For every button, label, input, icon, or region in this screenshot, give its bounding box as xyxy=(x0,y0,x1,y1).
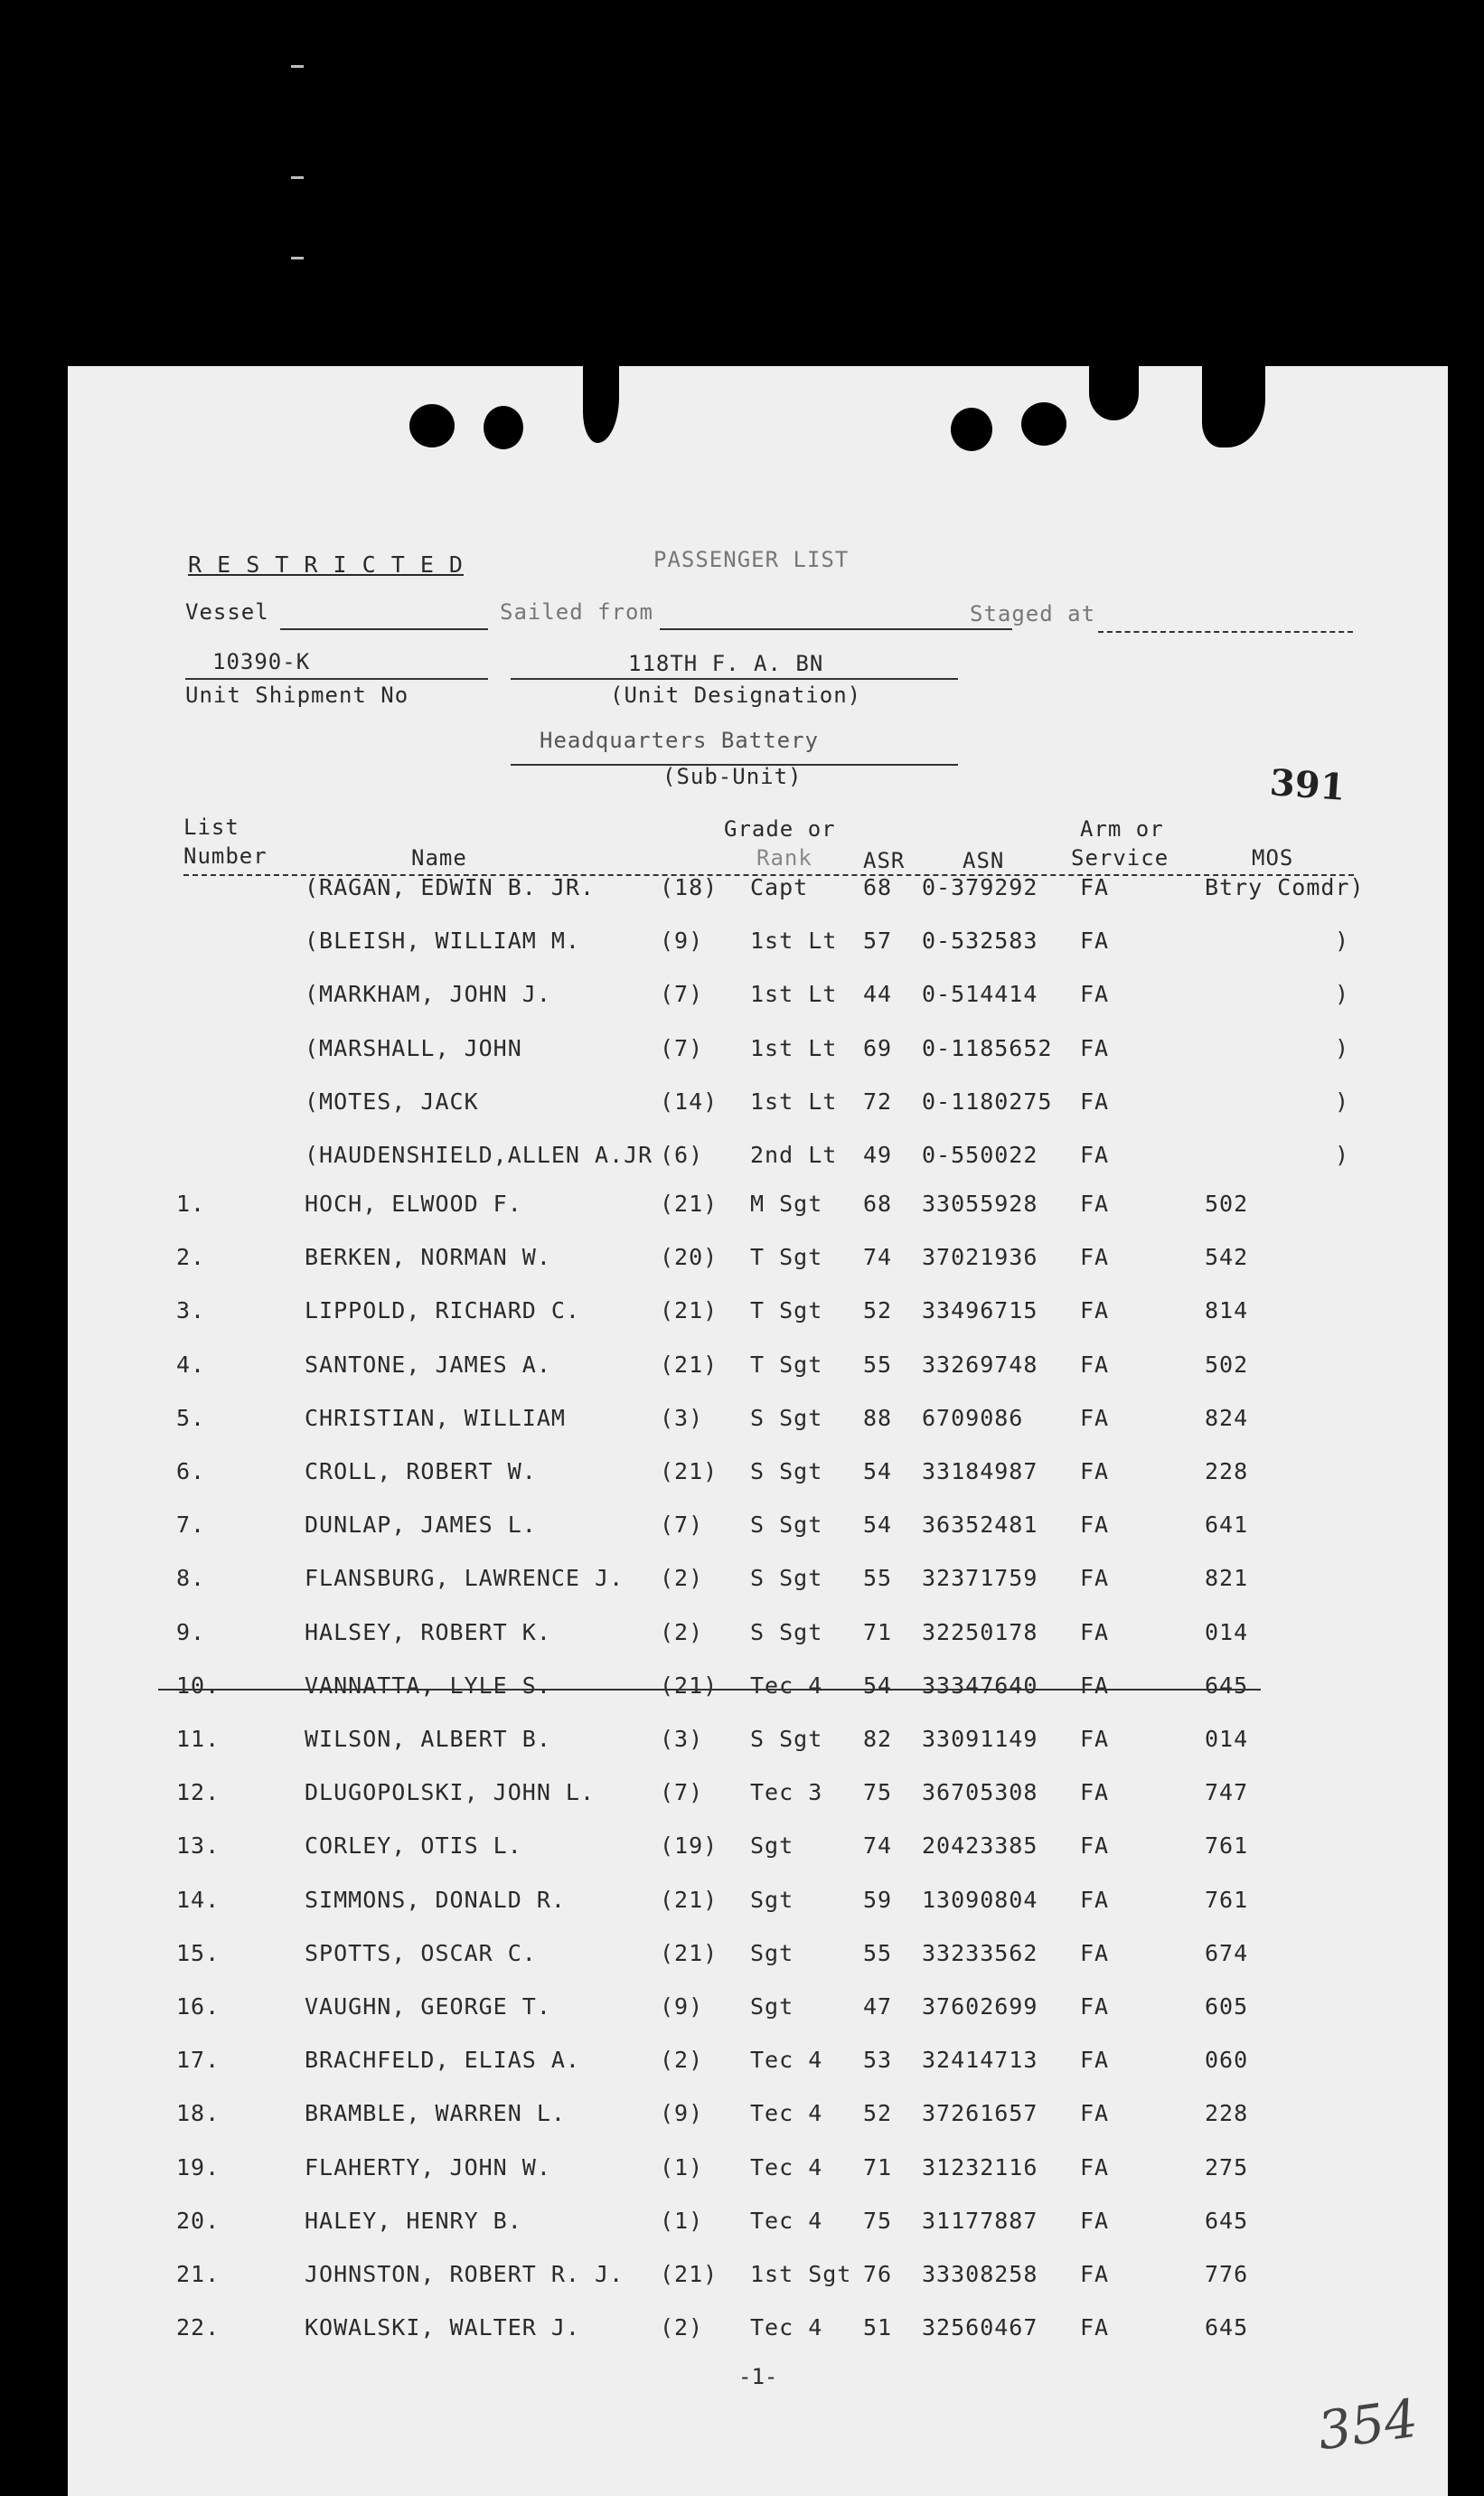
arm-value: FA xyxy=(1080,1142,1110,1168)
punch-hole xyxy=(484,406,523,449)
col-name: Name xyxy=(411,845,467,871)
asn-value: 33347640 xyxy=(922,1672,1038,1699)
table-row xyxy=(68,1565,1448,1601)
arm-value: FA xyxy=(1080,1351,1110,1378)
asr-value: 71 xyxy=(863,1618,893,1645)
grade-value: S Sgt xyxy=(750,1618,823,1645)
asn-value: 37261657 xyxy=(922,2100,1038,2127)
table-row xyxy=(68,1244,1448,1280)
code-value: (21) xyxy=(660,1191,719,1217)
asn-value: 0-532583 xyxy=(922,928,1038,955)
punch-hole xyxy=(951,408,992,451)
list-number: 15. xyxy=(176,1939,221,1966)
list-number: 20. xyxy=(176,2207,221,2234)
col-service: Service xyxy=(1071,845,1169,871)
mos-value: 014 xyxy=(1205,1618,1249,1645)
asr-value: 82 xyxy=(863,1726,893,1752)
asr-value: 57 xyxy=(863,928,893,955)
list-number: 9. xyxy=(176,1618,206,1645)
asn-value: 0-514414 xyxy=(922,981,1038,1008)
table-row xyxy=(68,928,1448,964)
mos-value: 674 xyxy=(1205,1939,1249,1966)
code-value: (2) xyxy=(660,2314,704,2341)
table-row xyxy=(68,1619,1448,1655)
list-number: 14. xyxy=(176,1886,221,1913)
code-value: (18) xyxy=(660,874,719,900)
asr-value: 47 xyxy=(863,1993,893,2020)
list-number: 11. xyxy=(176,1726,221,1752)
code-value: (21) xyxy=(660,1351,719,1378)
list-number: 7. xyxy=(176,1512,206,1539)
asr-value: 76 xyxy=(863,2261,893,2287)
asn-value: 33055928 xyxy=(922,1191,1038,1217)
asn-value: 0-379292 xyxy=(922,874,1038,900)
passenger-name: KOWALSKI, WALTER J. xyxy=(305,2314,580,2341)
bracket-close: ) xyxy=(1335,981,1350,1008)
list-number: 5. xyxy=(176,1404,206,1431)
col-asr: ASR xyxy=(863,848,906,873)
sub-unit-label: (Sub-Unit) xyxy=(662,764,803,789)
grade-value: Tec 4 xyxy=(750,2100,823,2127)
col-grade-or: Grade or xyxy=(724,816,836,842)
asr-value: 52 xyxy=(863,1297,893,1324)
asn-value: 31177887 xyxy=(922,2207,1038,2234)
code-value: (21) xyxy=(660,2261,719,2287)
restricted-label: R E S T R I C T E D xyxy=(188,551,464,578)
code-value: (2) xyxy=(660,1618,704,1645)
grade-value: Capt xyxy=(750,874,809,900)
list-number: 1. xyxy=(176,1191,206,1217)
passenger-name: HOCH, ELWOOD F. xyxy=(305,1191,522,1217)
list-number: 10. xyxy=(176,1672,221,1699)
passenger-name: BERKEN, NORMAN W. xyxy=(305,1244,551,1271)
table-row xyxy=(68,1458,1448,1494)
passenger-name: HALSEY, ROBERT K. xyxy=(305,1618,551,1645)
table-row xyxy=(68,981,1448,1017)
arm-value: FA xyxy=(1080,1297,1110,1324)
list-number: 8. xyxy=(176,1565,206,1592)
grade-value: Tec 4 xyxy=(750,2314,823,2341)
sub-unit: Headquarters Battery xyxy=(540,728,819,753)
bracket-close: ) xyxy=(1335,1034,1350,1061)
grade-value: 2nd Lt xyxy=(750,1142,838,1168)
code-value: (14) xyxy=(660,1088,719,1115)
passenger-name: (RAGAN, EDWIN B. JR. xyxy=(305,874,596,900)
passenger-name: FLAHERTY, JOHN W. xyxy=(305,2153,551,2180)
list-number: 18. xyxy=(176,2100,221,2127)
arm-value: FA xyxy=(1080,2207,1110,2234)
film-mark xyxy=(291,257,304,259)
form-title: PASSENGER LIST xyxy=(653,547,850,572)
asr-value: 49 xyxy=(863,1142,893,1168)
grade-value: 1st Sgt xyxy=(750,2261,852,2287)
passenger-name: SIMMONS, DONALD R. xyxy=(305,1886,566,1913)
code-value: (21) xyxy=(660,1297,719,1324)
list-number: 22. xyxy=(176,2314,221,2341)
code-value: (20) xyxy=(660,1244,719,1271)
mos-value: 814 xyxy=(1205,1297,1249,1324)
arm-value: FA xyxy=(1080,1512,1110,1539)
sailed-from-line xyxy=(660,628,1012,630)
mos-value: 502 xyxy=(1205,1351,1249,1378)
asr-value: 75 xyxy=(863,2207,893,2234)
table-row xyxy=(68,1512,1448,1548)
asn-value: 20423385 xyxy=(922,1832,1038,1860)
arm-value: FA xyxy=(1080,928,1110,955)
table-row xyxy=(68,2154,1448,2190)
asn-value: 0-1185652 xyxy=(922,1034,1053,1061)
arm-value: FA xyxy=(1080,2261,1110,2287)
asr-value: 52 xyxy=(863,2100,893,2127)
passenger-name: (BLEISH, WILLIAM M. xyxy=(305,928,580,955)
arm-value: FA xyxy=(1080,874,1110,900)
mos-value: 747 xyxy=(1205,1779,1249,1806)
passenger-name: DUNLAP, JAMES L. xyxy=(305,1512,537,1539)
code-value: (21) xyxy=(660,1672,719,1699)
table-row xyxy=(68,1940,1448,1976)
asn-value: 32560467 xyxy=(922,2314,1038,2341)
code-value: (21) xyxy=(660,1886,719,1913)
mos-value: 821 xyxy=(1205,1565,1249,1592)
list-number: 12. xyxy=(176,1779,221,1806)
code-value: (9) xyxy=(660,2100,704,2127)
unit-designation-label: (Unit Designation) xyxy=(610,683,862,708)
list-number: 16. xyxy=(176,1993,221,2020)
asn-value: 37602699 xyxy=(922,1993,1038,2020)
grade-value: Tec 4 xyxy=(750,1672,823,1699)
passenger-name: (HAUDENSHIELD,ALLEN A.JR xyxy=(305,1142,653,1168)
mos-value: 542 xyxy=(1205,1244,1249,1271)
sailed-from-label: Sailed from xyxy=(500,599,653,625)
passenger-name: FLANSBURG, LAWRENCE J. xyxy=(305,1565,625,1592)
table-row xyxy=(68,1726,1448,1762)
mos-value: 776 xyxy=(1205,2261,1249,2287)
staged-at-label: Staged at xyxy=(970,601,1096,626)
bracket-close: ) xyxy=(1335,1142,1350,1168)
passenger-name: JOHNSTON, ROBERT R. J. xyxy=(305,2261,625,2287)
arm-value: FA xyxy=(1080,1672,1110,1699)
grade-value: Tec 3 xyxy=(750,1779,823,1806)
table-row xyxy=(68,1405,1448,1441)
asn-value: 32250178 xyxy=(922,1618,1038,1645)
asn-value: 33269748 xyxy=(922,1351,1038,1378)
page-number: -1- xyxy=(738,2364,778,2389)
asr-value: 55 xyxy=(863,1565,893,1592)
arm-value: FA xyxy=(1080,2314,1110,2341)
asr-value: 69 xyxy=(863,1034,893,1061)
arm-value: FA xyxy=(1080,1404,1110,1431)
asr-value: 75 xyxy=(863,1779,893,1806)
bracket-close: ) xyxy=(1335,928,1350,955)
list-number: 4. xyxy=(176,1351,206,1378)
list-number: 2. xyxy=(176,1244,206,1271)
mos-value: 645 xyxy=(1205,2314,1249,2341)
vessel-label: Vessel xyxy=(185,599,269,625)
table-row xyxy=(68,1672,1448,1709)
passenger-name: CROLL, ROBERT W. xyxy=(305,1458,537,1484)
asn-value: 33496715 xyxy=(922,1297,1038,1324)
arm-value: FA xyxy=(1080,1034,1110,1061)
vessel-line xyxy=(280,628,488,630)
passenger-name: CHRISTIAN, WILLIAM xyxy=(305,1404,566,1431)
code-value: (2) xyxy=(660,1565,704,1592)
code-value: (1) xyxy=(660,2207,704,2234)
arm-value: FA xyxy=(1080,1088,1110,1115)
passenger-name: LIPPOLD, RICHARD C. xyxy=(305,1297,580,1324)
table-row xyxy=(68,1832,1448,1869)
mos-value: 502 xyxy=(1205,1191,1249,1217)
punch-hole xyxy=(409,404,455,447)
code-value: (3) xyxy=(660,1726,704,1752)
asn-value: 32371759 xyxy=(922,1565,1038,1592)
asr-value: 55 xyxy=(863,1939,893,1966)
mos-value: 761 xyxy=(1205,1886,1249,1913)
film-mark xyxy=(291,176,304,179)
table-row xyxy=(68,1088,1448,1125)
code-value: (3) xyxy=(660,1404,704,1431)
asr-value: 55 xyxy=(863,1351,893,1378)
arm-value: FA xyxy=(1080,1458,1110,1484)
grade-value: Sgt xyxy=(750,1993,794,2020)
table-row xyxy=(68,874,1448,910)
code-value: (7) xyxy=(660,981,704,1008)
arm-value: FA xyxy=(1080,1726,1110,1752)
arm-value: FA xyxy=(1080,1191,1110,1217)
paper-tear xyxy=(1202,366,1265,447)
mos-value: 824 xyxy=(1205,1404,1249,1431)
passenger-name: VANNATTA, LYLE S. xyxy=(305,1672,551,1699)
list-number: 17. xyxy=(176,2047,221,2074)
grade-value: 1st Lt xyxy=(750,928,838,955)
table-row xyxy=(68,1779,1448,1815)
table-row xyxy=(68,1035,1448,1071)
asn-value: 0-550022 xyxy=(922,1142,1038,1168)
arm-value: FA xyxy=(1080,1939,1110,1966)
list-number: 6. xyxy=(176,1458,206,1484)
code-value: (7) xyxy=(660,1034,704,1061)
asr-value: 71 xyxy=(863,2153,893,2180)
unit-shipment-label: Unit Shipment No xyxy=(185,683,409,708)
arm-value: FA xyxy=(1080,2153,1110,2180)
passenger-name: (MARKHAM, JOHN J. xyxy=(305,981,551,1008)
list-number: 21. xyxy=(176,2261,221,2287)
arm-value: FA xyxy=(1080,1244,1110,1271)
table-row xyxy=(68,1191,1448,1227)
grade-value: Tec 4 xyxy=(750,2047,823,2074)
grade-value: Sgt xyxy=(750,1886,794,1913)
mos-value: 605 xyxy=(1205,1993,1249,2020)
table-row xyxy=(68,2261,1448,2297)
code-value: (21) xyxy=(660,1939,719,1966)
asr-value: 54 xyxy=(863,1512,893,1539)
passenger-name: BRAMBLE, WARREN L. xyxy=(305,2100,566,2127)
col-arm-or: Arm or xyxy=(1080,816,1164,842)
grade-value: T Sgt xyxy=(750,1351,823,1378)
grade-value: 1st Lt xyxy=(750,1034,838,1061)
grade-value: S Sgt xyxy=(750,1726,823,1752)
code-value: (7) xyxy=(660,1512,704,1539)
code-value: (1) xyxy=(660,2153,704,2180)
mos-value: 060 xyxy=(1205,2047,1249,2074)
mos-value: 014 xyxy=(1205,1726,1249,1752)
table-row xyxy=(68,2208,1448,2244)
passenger-name: (MOTES, JACK xyxy=(305,1088,479,1115)
grade-value: M Sgt xyxy=(750,1191,823,1217)
asn-value: 37021936 xyxy=(922,1244,1038,1271)
asr-value: 44 xyxy=(863,981,893,1008)
grade-value: T Sgt xyxy=(750,1297,823,1324)
table-row xyxy=(68,1352,1448,1388)
staged-at-line xyxy=(1098,631,1353,633)
asn-value: 33184987 xyxy=(922,1458,1038,1484)
list-number: 3. xyxy=(176,1297,206,1324)
list-number: 13. xyxy=(176,1832,221,1860)
unit-designation: 118TH F. A. BN xyxy=(628,651,824,676)
col-asn: ASN xyxy=(963,848,1005,873)
table-row xyxy=(68,1887,1448,1923)
arm-value: FA xyxy=(1080,2047,1110,2074)
asr-value: 74 xyxy=(863,1832,893,1860)
shipment-line xyxy=(185,678,488,680)
handwritten-number: 354 xyxy=(1313,2387,1422,2463)
mos-value: 275 xyxy=(1205,2153,1249,2180)
grade-value: S Sgt xyxy=(750,1565,823,1592)
asn-value: 33091149 xyxy=(922,1726,1038,1752)
table-row xyxy=(68,2047,1448,2083)
code-value: (9) xyxy=(660,928,704,955)
arm-value: FA xyxy=(1080,1779,1110,1806)
grade-value: 1st Lt xyxy=(750,1088,838,1115)
unit-line xyxy=(511,678,958,680)
code-value: (6) xyxy=(660,1142,704,1168)
asn-value: 33233562 xyxy=(922,1939,1038,1966)
code-value: (2) xyxy=(660,2047,704,2074)
arm-value: FA xyxy=(1080,1565,1110,1592)
asr-value: 54 xyxy=(863,1458,893,1484)
mos-value: 761 xyxy=(1205,1832,1249,1860)
asr-value: 59 xyxy=(863,1886,893,1913)
punch-hole xyxy=(1021,402,1066,446)
mos-value: Btry Comdr) xyxy=(1205,874,1365,900)
col-rank: Rank xyxy=(756,845,812,871)
passenger-name: DLUGOPOLSKI, JOHN L. xyxy=(305,1779,596,1806)
asn-value: 32414713 xyxy=(922,2047,1038,2074)
mos-value: 228 xyxy=(1205,2100,1249,2127)
asr-value: 88 xyxy=(863,1404,893,1431)
page-stamp-number: 391 xyxy=(1268,761,1348,809)
code-value: (19) xyxy=(660,1832,719,1860)
passenger-name: CORLEY, OTIS L. xyxy=(305,1832,522,1860)
asn-value: 31232116 xyxy=(922,2153,1038,2180)
asr-value: 51 xyxy=(863,2314,893,2341)
unit-shipment-number: 10390-K xyxy=(212,649,311,674)
grade-value: Sgt xyxy=(750,1939,794,1966)
list-number: 19. xyxy=(176,2153,221,2180)
passenger-name: SPOTTS, OSCAR C. xyxy=(305,1939,537,1966)
passenger-name: BRACHFELD, ELIAS A. xyxy=(305,2047,580,2074)
grade-value: Tec 4 xyxy=(750,2153,823,2180)
paper-tear xyxy=(583,366,619,443)
passenger-name: HALEY, HENRY B. xyxy=(305,2207,522,2234)
asn-value: 33308258 xyxy=(922,2261,1038,2287)
asn-value: 36352481 xyxy=(922,1512,1038,1539)
mos-value: 645 xyxy=(1205,2207,1249,2234)
table-row xyxy=(68,2100,1448,2136)
table-row xyxy=(68,2314,1448,2350)
passenger-name: VAUGHN, GEORGE T. xyxy=(305,1993,551,2020)
table-row xyxy=(68,1993,1448,2030)
strikethrough-line xyxy=(158,1689,1261,1691)
asn-value: 13090804 xyxy=(922,1886,1038,1913)
paper-tear xyxy=(1089,366,1139,420)
film-mark xyxy=(291,65,304,68)
bracket-close: ) xyxy=(1335,1088,1350,1115)
arm-value: FA xyxy=(1080,1618,1110,1645)
mos-value: 228 xyxy=(1205,1458,1249,1484)
arm-value: FA xyxy=(1080,981,1110,1008)
mos-value: 645 xyxy=(1205,1672,1249,1699)
code-value: (21) xyxy=(660,1458,719,1484)
arm-value: FA xyxy=(1080,1993,1110,2020)
grade-value: S Sgt xyxy=(750,1512,823,1539)
asn-value: 0-1180275 xyxy=(922,1088,1053,1115)
col-list: List xyxy=(183,815,240,840)
grade-value: S Sgt xyxy=(750,1458,823,1484)
code-value: (7) xyxy=(660,1779,704,1806)
arm-value: FA xyxy=(1080,2100,1110,2127)
grade-value: Sgt xyxy=(750,1832,794,1860)
table-row xyxy=(68,1142,1448,1178)
asr-value: 68 xyxy=(863,1191,893,1217)
code-value: (9) xyxy=(660,1993,704,2020)
passenger-name: SANTONE, JAMES A. xyxy=(305,1351,551,1378)
table-row xyxy=(68,1297,1448,1333)
asn-value: 6709086 xyxy=(922,1404,1024,1431)
grade-value: S Sgt xyxy=(750,1404,823,1431)
grade-value: Tec 4 xyxy=(750,2207,823,2234)
arm-value: FA xyxy=(1080,1832,1110,1860)
asr-value: 53 xyxy=(863,2047,893,2074)
asr-value: 72 xyxy=(863,1088,893,1115)
col-number: Number xyxy=(183,843,268,869)
arm-value: FA xyxy=(1080,1886,1110,1913)
grade-value: T Sgt xyxy=(750,1244,823,1271)
document-page xyxy=(68,366,1448,2496)
asn-value: 36705308 xyxy=(922,1779,1038,1806)
asr-value: 74 xyxy=(863,1244,893,1271)
asr-value: 68 xyxy=(863,874,893,900)
passenger-name: (MARSHALL, JOHN xyxy=(305,1034,522,1061)
grade-value: 1st Lt xyxy=(750,981,838,1008)
col-mos: MOS xyxy=(1252,845,1294,871)
mos-value: 641 xyxy=(1205,1512,1249,1539)
passenger-name: WILSON, ALBERT B. xyxy=(305,1726,551,1752)
asr-value: 54 xyxy=(863,1672,893,1699)
